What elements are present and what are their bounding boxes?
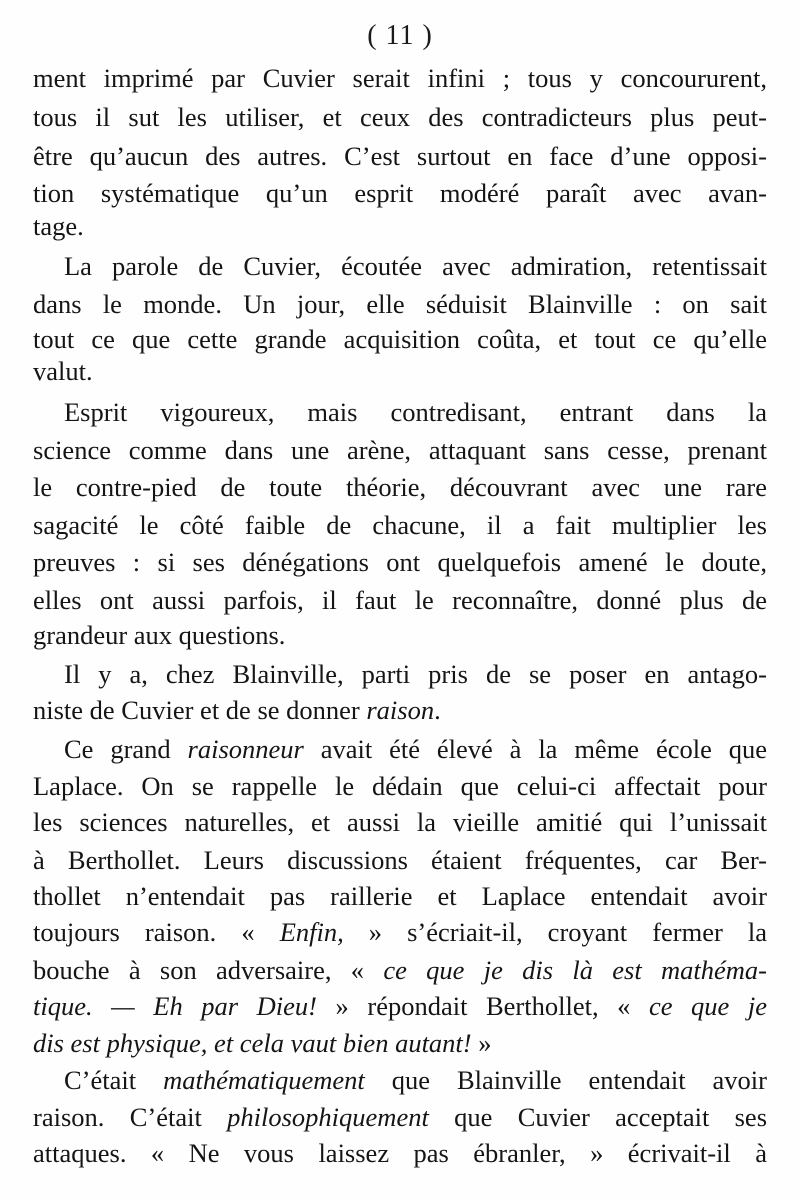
text-line	[33, 842, 767, 878]
text-run: » s’écriait-il, croyant fermer la	[343, 917, 767, 947]
text-line	[33, 321, 767, 357]
text-run: les sciences naturelles, et aussi la vieille amitié qui l’unissait	[33, 807, 767, 837]
text-line	[33, 988, 767, 1024]
text-line	[33, 1025, 767, 1061]
text-run: tous il sut les utiliser, et ceux des contradicteurs plus peut-	[33, 102, 767, 132]
text-line	[33, 353, 767, 389]
text-run: » répondait Berthollet, «	[317, 991, 649, 1021]
italic-run: dis est physique, et cela vaut bien autant!	[33, 1028, 472, 1058]
text-run: tout ce que cette grande acquisition coûta, et tout ce qu’elle	[33, 324, 767, 354]
text-line	[33, 1135, 767, 1171]
text-run: Laplace. On se rappelle le dédain que celui-ci affectait pour	[33, 771, 767, 801]
text-run: bouche à son adversaire, «	[33, 955, 384, 985]
text-run: Il y a, chez Blainville, parti pris de se poser en antago-	[64, 659, 767, 689]
text-line	[33, 286, 767, 322]
text-run: science comme dans une arène, attaquant sans cesse, prenant	[33, 435, 767, 465]
text-run: tage.	[33, 211, 84, 241]
text-line	[33, 208, 767, 244]
italic-run: Enfin,	[279, 917, 344, 947]
text-line	[33, 582, 767, 618]
italic-run: tique. — Eh par Dieu!	[33, 991, 317, 1021]
text-run: ment imprimé par Cuvier serait infini ; tous y concoururent,	[33, 63, 767, 93]
text-line	[33, 952, 767, 988]
text-run: grandeur aux questions.	[33, 620, 286, 650]
italic-run: philosophiquement	[227, 1102, 429, 1132]
text-line	[64, 1062, 767, 1098]
text-run: que Blainville entendait avoir	[364, 1065, 767, 1095]
text-line	[33, 804, 767, 840]
text-line	[33, 544, 767, 580]
text-run: avait été élevé à la même école que	[303, 734, 767, 764]
text-run: thollet n’entendait pas raillerie et Laplace entendait avoir	[33, 881, 767, 911]
text-run: attaques. « Ne vous laissez pas ébranler, » écrivait-il à	[33, 1138, 767, 1168]
text-line	[64, 731, 767, 767]
text-line	[33, 175, 767, 211]
text-line	[33, 432, 767, 468]
italic-run: mathématiquement	[163, 1065, 365, 1095]
text-run: toujours raison. «	[33, 917, 280, 947]
text-run: »	[471, 1028, 492, 1058]
text-run: La parole de Cuvier, écoutée avec admiration, retentissait	[64, 251, 767, 281]
text-line	[33, 507, 767, 543]
text-run: niste de Cuvier et de se donner	[33, 695, 367, 725]
text-line	[64, 394, 767, 430]
text-run: elles ont aussi parfois, il faut le reconnaître, donné plus de	[33, 585, 767, 615]
text-line	[33, 878, 767, 914]
text-run: C’était	[64, 1065, 164, 1095]
text-run: tion systématique qu’un esprit modéré paraît avec avan-	[33, 178, 767, 208]
text-line	[33, 138, 767, 174]
text-run: valut.	[33, 356, 93, 386]
text-line	[33, 768, 767, 804]
text-line	[33, 692, 767, 728]
text-line	[33, 914, 767, 950]
text-run: raison. C’était	[33, 1102, 228, 1132]
italic-run: ce que je dis là est mathéma-	[383, 955, 767, 985]
text-line	[33, 617, 767, 653]
text-run: à Berthollet. Leurs discussions étaient fréquentes, car Ber-	[33, 845, 767, 875]
text-line	[33, 60, 767, 96]
text-run: être qu’aucun des autres. C’est surtout en face d’une opposi-	[33, 141, 767, 171]
page-number: ( 11 )	[367, 20, 433, 51]
text-line	[33, 1099, 767, 1135]
text-run: le contre-pied de toute théorie, découvrant avec une rare	[33, 472, 767, 502]
text-line	[64, 248, 767, 284]
italic-run: raisonneur	[187, 734, 304, 764]
text-run: .	[434, 695, 441, 725]
text-line	[33, 99, 767, 135]
italic-run: raison	[366, 695, 435, 725]
text-run: sagacité le côté faible de chacune, il a fait multiplier les	[33, 510, 767, 540]
text-line	[33, 469, 767, 505]
text-run: Ce grand	[64, 734, 188, 764]
text-line	[64, 656, 767, 692]
text-run: preuves : si ses dénégations ont quelquefois amené le doute,	[33, 547, 767, 577]
italic-run: ce que je	[648, 991, 767, 1021]
text-run: que Cuvier acceptait ses	[428, 1102, 768, 1132]
text-run: Esprit vigoureux, mais contredisant, entrant dans la	[64, 397, 767, 427]
text-run: dans le monde. Un jour, elle séduisit Blainville : on sait	[33, 289, 767, 319]
